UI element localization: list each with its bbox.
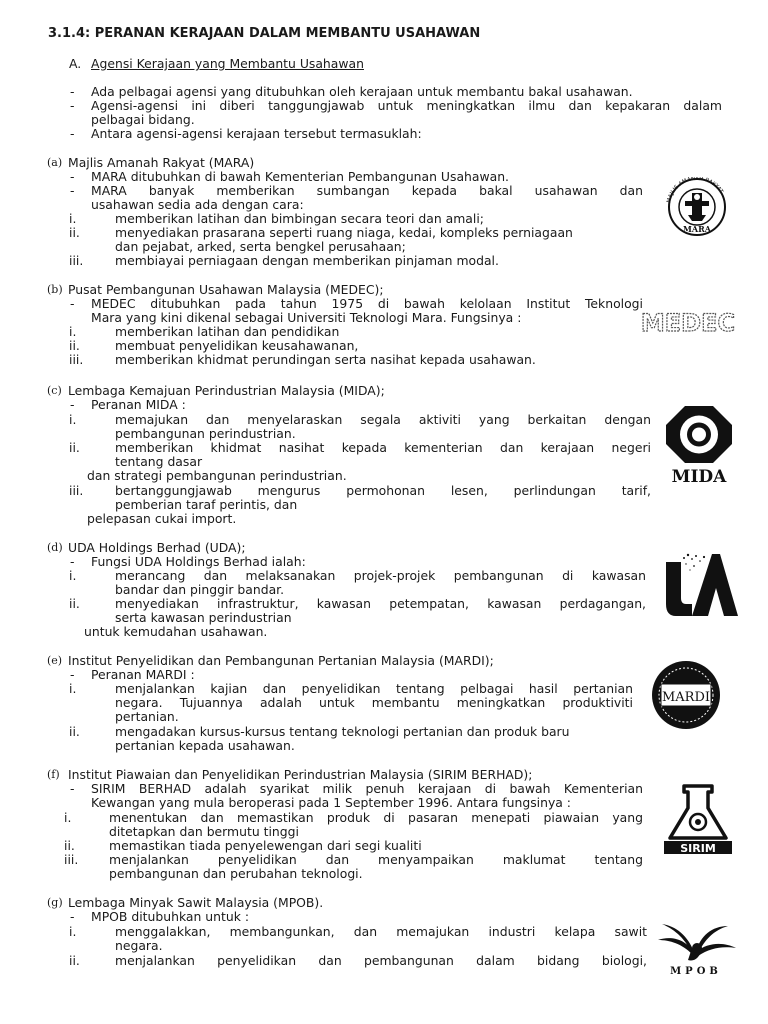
bullet-dash: - [70,84,75,99]
item-number: i. [69,568,77,583]
sirim-logo-text: SIRIM [680,842,716,855]
item-marker: (a) [47,156,63,169]
mardi-item: mengadakan kursus-kursus tentang teknologi pertanian dan produk baru [115,724,570,739]
mara-item: memberikan latihan dan bimbingan secara teori dan amali; [115,211,484,226]
mardi-item: pertanian. [115,709,179,724]
bullet-dash: - [70,296,75,311]
sirim-logo [662,782,734,856]
sirim-item: menjalankan penyelidikan dan menyampaikan maklumat tentang [109,852,643,867]
item-number: ii. [69,225,80,240]
mardi-item: negara. Tujuannya adalah untuk membantu meningkatkan produktiviti [115,695,633,710]
uda-item: menyediakan infrastruktur, kawasan petempatan, kawasan perdagangan, [115,596,646,611]
mara-item: dan pejabat, arked, serta bengkel perusahaan; [115,239,406,254]
uda-item: untuk kemudahan usahawan. [84,624,268,639]
item-marker: (d) [47,541,63,554]
medec-line: MEDEC ditubuhkan pada tahun 1975 di bawah kelolaan Institut Teknologi [91,296,643,311]
bullet-dash: - [70,169,75,184]
sirim-item: menentukan dan memastikan produk di pasaran menepati piawaian yang [109,810,643,825]
mara-line: MARA banyak memberikan sumbangan kepada bakal usahawan dan [91,183,643,198]
agency-title-mardi: Institut Penyelidikan dan Pembangunan Pertanian Malaysia (MARDI); [68,653,494,668]
mardi-logo-text: MARDI [661,690,711,705]
bullet-dash: - [70,98,75,113]
uda-item: serta kawasan perindustrian [115,610,292,625]
mida-item: tentang dasar [115,454,203,469]
item-number: ii. [69,724,80,739]
medec-logo [640,307,736,337]
item-number: i. [69,324,77,339]
mara-logo-text: MARA [683,224,711,234]
medec-logo-text: MEDEC [640,309,736,337]
sirim-line: Kewangan yang mula beroperasi pada 1 September 1996. Antara fungsinya : [91,795,571,810]
medec-item: membuat penyelidikan keusahawanan, [115,338,359,353]
item-number: ii. [69,953,80,968]
item-marker: (f) [47,768,60,781]
bullet-dash: - [70,667,75,682]
section-a-bullet: pelbagai bidang. [91,112,195,127]
sirim-item: ditetapkan dan bermutu tinggi [109,824,299,839]
bullet-dash: - [70,909,75,924]
mida-logo-text: MIDA [671,467,727,486]
agency-title-uda: UDA Holdings Berhad (UDA); [68,540,246,555]
agency-title-sirim: Institut Piawaian dan Penyelidikan Perindustrian Malaysia (SIRIM BERHAD); [68,767,533,782]
mpob-logo [654,918,738,978]
svg-text:MAJLIS AMANAH RAKYAT: MAJLIS AMANAH RAKYAT [666,177,724,204]
mpob-logo-text: MPOB [670,966,722,977]
uda-logo [664,552,738,618]
item-number: i. [69,412,77,427]
item-marker: (e) [47,654,63,667]
mida-item: pelepasan cukai import. [87,511,237,526]
section-a-label: A. [69,56,82,71]
bullet-dash: - [70,781,75,796]
mardi-item: pertanian kepada usahawan. [115,738,295,753]
sirim-line: SIRIM BERHAD adalah syarikat milik penuh kerajaan di bawah Kementerian [91,781,643,796]
agency-title-mida: Lembaga Kemajuan Perindustrian Malaysia (MIDA); [68,383,385,398]
mpob-item: menggalakkan, membangunkan, dan memajukan industri kelapa sawit [115,924,647,939]
bullet-dash: - [70,397,75,412]
uda-item: bandar dan pinggir bandar. [115,582,285,597]
item-number: ii. [69,596,80,611]
mpob-item: menjalankan penyelidikan dan pembangunan dalam bidang biologi, [115,953,647,968]
mida-item: pemberian taraf perintis, dan [115,497,298,512]
uda-line: Fungsi UDA Holdings Berhad ialah: [91,554,306,569]
item-marker: (b) [47,283,63,296]
item-number: i. [64,810,72,825]
mida-logo [660,404,738,486]
item-number: iii. [69,483,84,498]
agency-title-mpob: Lembaga Minyak Sawit Malaysia (MPOB). [68,895,324,910]
item-number: ii. [69,338,80,353]
item-number: i. [69,211,77,226]
uda-item: merancang dan melaksanakan projek-projek pembangunan di kawasan [115,568,646,583]
mida-line: Peranan MIDA : [91,397,186,412]
section-a-bullet: Antara agensi-agensi kerajaan tersebut termasuklah: [91,126,422,141]
mida-item: bertanggungjawab mengurus permohonan lesen, perlindungan tarif, [115,483,651,498]
item-marker: (c) [47,384,62,397]
mardi-item: menjalankan kajian dan penyelidikan tentang pelbagai hasil pertanian [115,681,633,696]
agency-title-mara: Majlis Amanah Rakyat (MARA) [68,155,255,170]
item-number: iii. [64,852,79,867]
sirim-item: memastikan tiada penyelewengan dari segi kualiti [109,838,422,853]
item-number: ii. [69,440,80,455]
bullet-dash: - [70,554,75,569]
mida-item: pembangunan perindustrian. [115,426,296,441]
medec-line: Mara yang kini dikenal sebagai Universiti Teknologi Mara. Fungsinya : [91,310,522,325]
mida-item: dan strategi pembangunan perindustrian. [87,468,347,483]
section-a-heading: Agensi Kerajaan yang Membantu Usahawan [91,56,364,71]
bullet-dash: - [70,126,75,141]
medec-item: memberikan khidmat perundingan serta nasihat kepada usahawan. [115,352,536,367]
item-number: ii. [64,838,75,853]
page-title: 3.1.4: PERANAN KERAJAAN DALAM MEMBANTU USAHAWAN [48,26,481,41]
section-a-bullet: Agensi-agensi ini diberi tanggungjawab untuk meningkatkan ilmu dan kepakaran dalam [91,98,722,113]
mpob-line: MPOB ditubuhkan untuk : [91,909,249,924]
mardi-logo [648,660,724,730]
mara-line: MARA ditubuhkan di bawah Kementerian Pembangunan Usahawan. [91,169,509,184]
mida-item: memajukan dan menyelaraskan segala aktiviti yang berkaitan dengan [115,412,651,427]
item-marker: (g) [47,896,63,909]
item-number: i. [69,681,77,696]
mara-item: membiayai perniagaan dengan memberikan pinjaman modal. [115,253,499,268]
mida-item: memberikan khidmat nasihat kepada kementerian dan kerajaan negeri [115,440,651,455]
item-number: i. [69,924,77,939]
sirim-item: pembangunan dan perubahan teknologi. [109,866,363,881]
mara-logo [658,177,736,237]
medec-item: memberikan latihan dan pendidikan [115,324,340,339]
bullet-dash: - [70,183,75,198]
item-number: iii. [69,352,84,367]
mara-line: usahawan sedia ada dengan cara: [91,197,304,212]
section-a-bullet: Ada pelbagai agensi yang ditubuhkan oleh kerajaan untuk membantu bakal usahawan. [91,84,633,99]
item-number: iii. [69,253,84,268]
mara-item: menyediakan prasarana seperti ruang niaga, kedai, kompleks perniagaan [115,225,573,240]
agency-title-medec: Pusat Pembangunan Usahawan Malaysia (MEDEC); [68,282,384,297]
mardi-line: Peranan MARDI : [91,667,195,682]
mpob-item: negara. [115,938,163,953]
